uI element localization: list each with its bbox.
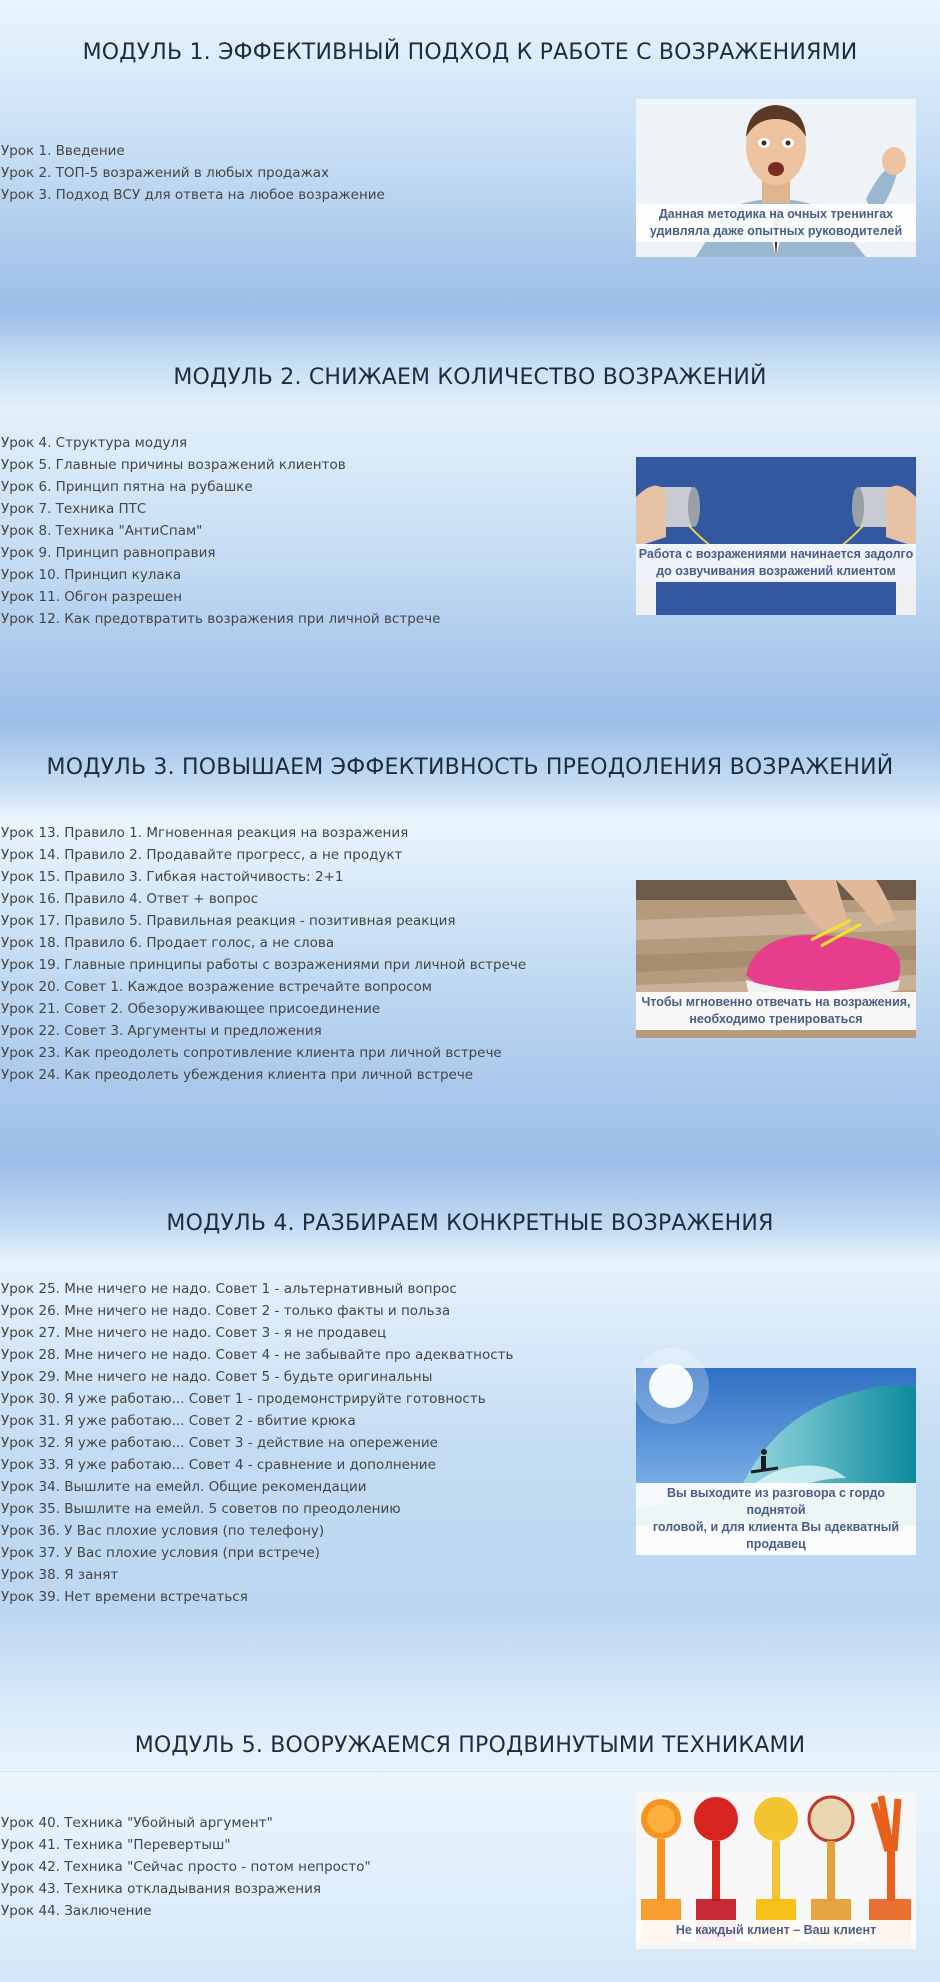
module-3-divider: [0, 793, 940, 794]
module-4-title: МОДУЛЬ 4. РАЗБИРАЕМ КОНКРЕТНЫЕ ВОЗРАЖЕНИЯ: [166, 1211, 774, 1236]
lesson-item[interactable]: Урок 25. Мне ничего не надо. Совет 1 - альтернативный вопрос: [1, 1281, 457, 1297]
lesson-item[interactable]: Урок 17. Правило 5. Правильная реакция - позитивная реакция: [1, 913, 456, 929]
lesson-item[interactable]: Урок 22. Совет 3. Аргументы и предложения: [1, 1023, 322, 1039]
lesson-item[interactable]: Урок 24. Как преодолеть убеждения клиента при личной встрече: [1, 1067, 474, 1083]
lesson-item[interactable]: Урок 36. У Вас плохие условия (по телефону): [1, 1523, 325, 1539]
lesson-item[interactable]: Урок 8. Техника "АнтиСпам": [1, 523, 203, 539]
lesson-item[interactable]: Урок 3. Подход ВСУ для ответа на любое возражение: [1, 187, 385, 203]
module-5-lessons: [1, 1812, 371, 1922]
module-3-image: [636, 880, 916, 1038]
lesson-item[interactable]: Урок 6. Принцип пятна на рубашке: [1, 479, 253, 495]
module-5-image: [636, 1791, 916, 1949]
lesson-item[interactable]: Урок 20. Совет 1. Каждое возражение встречайте вопросом: [1, 979, 432, 995]
lesson-item[interactable]: Урок 13. Правило 1. Мгновенная реакция на возражения: [1, 825, 409, 841]
lesson-item[interactable]: Урок 18. Правило 6. Продает голос, а не слова: [1, 935, 335, 951]
lesson-item[interactable]: Урок 9. Принцип равноправия: [1, 545, 216, 561]
module-3-lessons: [1, 822, 526, 1086]
lesson-item[interactable]: Урок 41. Техника "Перевертыш": [1, 1837, 231, 1853]
module-5-divider: [0, 1771, 940, 1772]
module-4-lessons: [1, 1278, 513, 1608]
lesson-item[interactable]: Урок 12. Как предотвратить возражения при личной встрече: [1, 611, 441, 627]
module-1-image: [636, 99, 916, 257]
module-2-lessons: [1, 432, 440, 630]
module-2-title: МОДУЛЬ 2. СНИЖАЕМ КОЛИЧЕСТВО ВОЗРАЖЕНИЙ: [173, 365, 767, 390]
module-1-divider: [0, 78, 940, 79]
lesson-item[interactable]: Урок 28. Мне ничего не надо. Совет 4 - не забывайте про адекватность: [1, 1347, 514, 1363]
module-2-image-caption: Работа с возражениями начинается задолго до озвучивания возражений клиентом: [636, 544, 916, 582]
lesson-item[interactable]: Урок 33. Я уже работаю... Совет 4 - сравнение и дополнение: [1, 1457, 436, 1473]
lesson-item[interactable]: Урок 42. Техника "Сейчас просто - потом непросто": [1, 1859, 371, 1875]
lesson-item[interactable]: Урок 15. Правило 3. Гибкая настойчивость: 2+1: [1, 869, 344, 885]
lesson-item[interactable]: Урок 11. Обгон разрешен: [1, 589, 183, 605]
module-4-divider: [0, 1249, 940, 1250]
lesson-item[interactable]: Урок 23. Как преодолеть сопротивление клиента при личной встрече: [1, 1045, 502, 1061]
module-2-image: [636, 457, 916, 615]
lesson-item[interactable]: Урок 32. Я уже работаю... Совет 3 - действие на опережение: [1, 1435, 438, 1451]
lesson-item[interactable]: Урок 5. Главные причины возражений клиентов: [1, 457, 346, 473]
lesson-item[interactable]: Урок 2. ТОП-5 возражений в любых продажах: [1, 165, 330, 181]
module-2-divider: [0, 403, 940, 404]
module-3-title: МОДУЛЬ 3. ПОВЫШАЕМ ЭФФЕКТИВНОСТЬ ПРЕОДОЛЕНИЯ ВОЗРАЖЕНИЙ: [46, 755, 894, 780]
lesson-item[interactable]: Урок 7. Техника ПТС: [1, 501, 147, 517]
lesson-item[interactable]: Урок 38. Я занят: [1, 1567, 119, 1583]
lesson-item[interactable]: Урок 40. Техника "Убойный аргумент": [1, 1815, 273, 1831]
lesson-item[interactable]: Урок 16. Правило 4. Ответ + вопрос: [1, 891, 259, 907]
lesson-item[interactable]: Урок 19. Главные принципы работы с возражениями при личной встрече: [1, 957, 527, 973]
module-4-image: [636, 1368, 916, 1551]
lesson-item[interactable]: Урок 37. У Вас плохие условия (при встрече): [1, 1545, 320, 1561]
module-1-title: МОДУЛЬ 1. ЭФФЕКТИВНЫЙ ПОДХОД К РАБОТЕ С ВОЗРАЖЕНИЯМИ: [82, 40, 858, 65]
lesson-item[interactable]: Урок 26. Мне ничего не надо. Совет 2 - только факты и польза: [1, 1303, 451, 1319]
lesson-item[interactable]: Урок 27. Мне ничего не надо. Совет 3 - я не продавец: [1, 1325, 387, 1341]
lesson-item[interactable]: Урок 31. Я уже работаю... Совет 2 - вбитие крюка: [1, 1413, 356, 1429]
module-5-image-caption: Не каждый клиент – Ваш клиент: [636, 1920, 916, 1941]
lesson-item[interactable]: Урок 35. Вышлите на емейл. 5 советов по преодолению: [1, 1501, 401, 1517]
lesson-item[interactable]: Урок 1. Введение: [1, 143, 125, 159]
lesson-item[interactable]: Урок 29. Мне ничего не надо. Совет 5 - будьте оригинальны: [1, 1369, 433, 1385]
lesson-item[interactable]: Урок 34. Вышлите на емейл. Общие рекомендации: [1, 1479, 367, 1495]
module-5-title: МОДУЛЬ 5. ВООРУЖАЕМСЯ ПРОДВИНУТЫМИ ТЕХНИКАМИ: [134, 1733, 806, 1758]
lesson-item[interactable]: Урок 14. Правило 2. Продавайте прогресс, а не продукт: [1, 847, 403, 863]
module-1-image-caption: Данная методика на очных тренингах удивляла даже опытных руководителей: [636, 204, 916, 242]
module-3-image-caption: Чтобы мгновенно отвечать на возражения, необходимо тренироваться: [636, 992, 916, 1030]
module-1-lessons: [1, 140, 385, 206]
lesson-item[interactable]: Урок 39. Нет времени встречаться: [1, 1589, 248, 1605]
module-4-image-caption: Вы выходите из разговора с гордо поднятой головой, и для клиента Вы адекватный продавец: [636, 1483, 916, 1555]
lesson-item[interactable]: Урок 21. Совет 2. Обезоруживающее присоединение: [1, 1001, 381, 1017]
lesson-item[interactable]: Урок 30. Я уже работаю... Совет 1 - продемонстрируйте готовность: [1, 1391, 486, 1407]
lesson-item[interactable]: Урок 10. Принцип кулака: [1, 567, 182, 583]
lesson-item[interactable]: Урок 44. Заключение: [1, 1903, 152, 1919]
lesson-item[interactable]: Урок 43. Техника откладывания возражения: [1, 1881, 321, 1897]
lesson-item[interactable]: Урок 4. Структура модуля: [1, 435, 188, 451]
tin-can-phone-illustration: [636, 457, 916, 615]
